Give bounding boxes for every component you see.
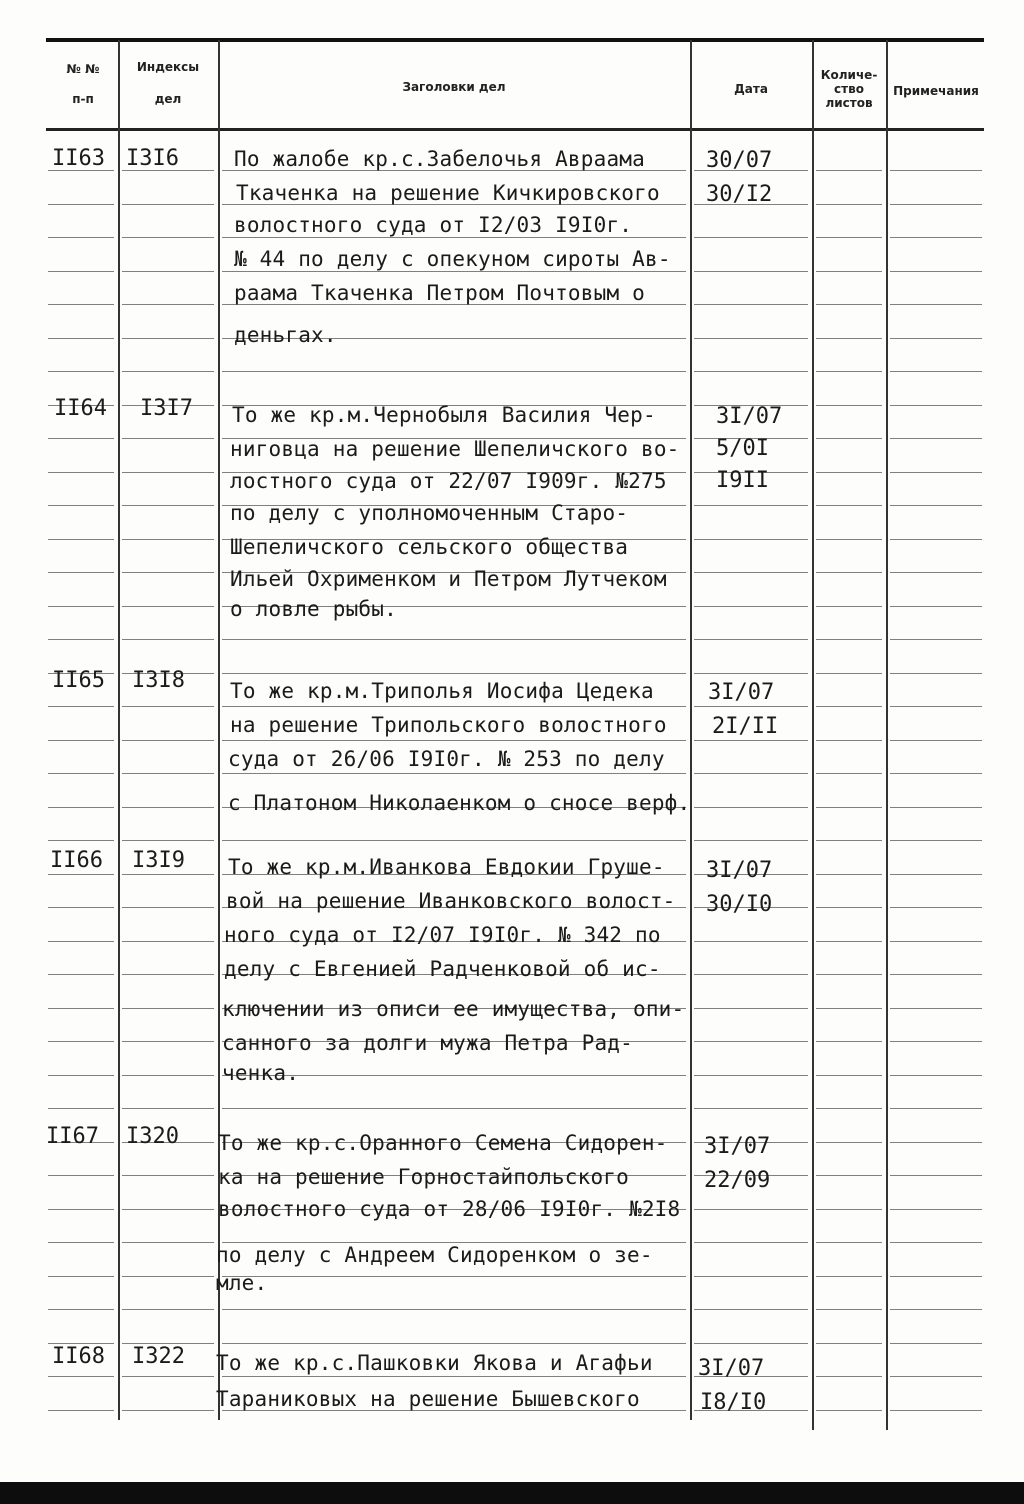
ruled-line xyxy=(122,706,214,707)
ruled-line xyxy=(890,1008,982,1009)
header-sheets-line3: листов xyxy=(825,96,873,110)
row-date: 22/09 xyxy=(704,1168,771,1193)
header-rule xyxy=(46,128,984,131)
ruled-line xyxy=(816,1410,882,1411)
ruled-line xyxy=(890,572,982,573)
ruled-line xyxy=(122,371,214,372)
ruled-line xyxy=(48,371,114,372)
ruled-line xyxy=(48,1242,114,1243)
ruled-line xyxy=(816,606,882,607)
ruled-line xyxy=(222,706,686,707)
ruled-line xyxy=(890,1209,982,1210)
ruled-line xyxy=(816,941,882,942)
row-number: II66 xyxy=(50,848,103,873)
scan-edge-bar xyxy=(0,1482,1024,1504)
ruled-line xyxy=(122,539,214,540)
title-line: ка на решение Горностайпольского xyxy=(218,1165,629,1189)
title-line: Ткаченка на решение Кичкировского xyxy=(236,181,660,205)
ruled-line xyxy=(122,1309,214,1310)
header-index-line1: Индексы xyxy=(136,60,200,74)
ruled-line xyxy=(816,1008,882,1009)
title-line: лостного суда от 22/07 I909г. №275 xyxy=(230,469,667,493)
ruled-line xyxy=(122,1175,214,1176)
ruled-line xyxy=(694,237,808,238)
ruled-line xyxy=(122,438,214,439)
row-number: II65 xyxy=(52,668,105,693)
ruled-line xyxy=(48,606,114,607)
row-index: I3I9 xyxy=(132,848,185,873)
ruled-line xyxy=(122,907,214,908)
ruled-line xyxy=(122,1276,214,1277)
ruled-line xyxy=(222,673,686,674)
ruled-line xyxy=(890,907,982,908)
ruled-line xyxy=(890,874,982,875)
ruled-line xyxy=(122,1209,214,1210)
title-line: санного за долги мужа Петра Рад- xyxy=(222,1031,633,1055)
ruled-line xyxy=(816,907,882,908)
ruled-line xyxy=(122,606,214,607)
title-line: Тараниковых на решение Бышевского xyxy=(216,1387,640,1411)
ruled-line xyxy=(890,606,982,607)
title-line: ченка. xyxy=(222,1061,300,1085)
title-line: То же кр.м.Триполья Иосифа Цедека xyxy=(230,679,654,703)
header-sheets xyxy=(814,68,884,110)
ruled-line xyxy=(816,539,882,540)
row-date: 3I/07 xyxy=(698,1356,765,1381)
ruled-line xyxy=(694,639,808,640)
column-divider xyxy=(690,40,692,1420)
title-line: То же кр.с.Оранного Семена Сидорен- xyxy=(218,1131,668,1155)
title-line: мле. xyxy=(216,1271,268,1295)
header-num xyxy=(50,62,116,106)
ruled-line xyxy=(122,271,214,272)
ruled-line xyxy=(890,1309,982,1310)
header-notes xyxy=(888,84,984,98)
ruled-line xyxy=(222,1343,686,1344)
ruled-line xyxy=(816,505,882,506)
ruled-line xyxy=(816,204,882,205)
top-rule xyxy=(46,38,984,42)
ruled-line xyxy=(48,974,114,975)
ruled-line xyxy=(890,371,982,372)
ruled-line xyxy=(122,740,214,741)
ruled-line xyxy=(48,1175,114,1176)
ruled-line xyxy=(694,1041,808,1042)
title-line: раама Ткаченка Петром Почтовым о xyxy=(234,281,645,305)
ruled-line xyxy=(48,539,114,540)
ruled-line xyxy=(122,639,214,640)
ruled-line xyxy=(694,505,808,506)
ruled-line xyxy=(222,773,686,774)
ruled-line xyxy=(694,606,808,607)
row-date: 3I/07 xyxy=(704,1134,771,1159)
ruled-line xyxy=(816,1376,882,1377)
ruled-line xyxy=(48,338,114,339)
row-number: II63 xyxy=(52,146,105,171)
title-line: по делу с Андреем Сидоренком о зе- xyxy=(216,1243,653,1267)
header-index-line2: дел xyxy=(154,92,182,106)
row-date: 30/I2 xyxy=(706,182,773,207)
ruled-line xyxy=(890,1175,982,1176)
ruled-line xyxy=(890,1142,982,1143)
ruled-line xyxy=(890,639,982,640)
ruled-line xyxy=(122,773,214,774)
ruled-line xyxy=(890,1242,982,1243)
ruled-line xyxy=(122,505,214,506)
ruled-line xyxy=(48,941,114,942)
ruled-line xyxy=(890,1075,982,1076)
ruled-line xyxy=(694,974,808,975)
ruled-line xyxy=(816,1108,882,1109)
ruled-line xyxy=(816,1142,882,1143)
header-notes-text: Примечания xyxy=(893,84,979,98)
header-num-line1: № № xyxy=(66,62,100,76)
ruled-line xyxy=(222,1309,686,1310)
ruled-line xyxy=(694,706,808,707)
ruled-line xyxy=(694,673,808,674)
ruled-line xyxy=(122,472,214,473)
ruled-line xyxy=(816,1276,882,1277)
ruled-line xyxy=(816,271,882,272)
title-line: волостного суда от I2/03 I9I0г. xyxy=(234,213,633,237)
ruled-line xyxy=(816,338,882,339)
header-date-text: Дата xyxy=(734,82,768,96)
row-index: I3I7 xyxy=(140,396,193,421)
title-line: № 44 по делу с опекуном сироты Ав- xyxy=(234,247,671,271)
ruled-line xyxy=(816,472,882,473)
ruled-line xyxy=(694,1242,808,1243)
ruled-line xyxy=(694,1343,808,1344)
ruled-line xyxy=(48,874,114,875)
ruled-line xyxy=(48,237,114,238)
title-line: на решение Трипольского волостного xyxy=(230,713,667,737)
header-title xyxy=(220,80,688,94)
ruled-line xyxy=(890,505,982,506)
title-line: волостного суда от 28/06 I9I0г. №2I8 xyxy=(218,1197,681,1221)
ruled-line xyxy=(890,338,982,339)
ruled-line xyxy=(222,740,686,741)
ruled-line xyxy=(48,1376,114,1377)
ruled-line xyxy=(48,1008,114,1009)
ruled-line xyxy=(694,840,808,841)
ruled-line xyxy=(694,807,808,808)
ruled-line xyxy=(48,1041,114,1042)
ruled-line xyxy=(122,1376,214,1377)
ruled-line xyxy=(816,874,882,875)
title-line: с Платоном Николаенком о сносе верф. xyxy=(228,791,691,815)
ruled-line xyxy=(222,1376,686,1377)
ruled-line xyxy=(890,1041,982,1042)
ruled-line xyxy=(816,639,882,640)
header-num-line2: п-п xyxy=(72,92,94,106)
ruled-line xyxy=(694,304,808,305)
ruled-line xyxy=(890,941,982,942)
ruled-line xyxy=(816,170,882,171)
ruled-line xyxy=(222,639,686,640)
row-index: I3I6 xyxy=(126,146,179,171)
ruled-line xyxy=(122,338,214,339)
ruled-line xyxy=(48,706,114,707)
column-divider xyxy=(812,40,814,1430)
ruled-line xyxy=(122,304,214,305)
ruled-line xyxy=(890,204,982,205)
ruled-line xyxy=(890,1376,982,1377)
row-date: 5/0I xyxy=(716,436,769,461)
ruled-line xyxy=(694,338,808,339)
ruled-line xyxy=(122,941,214,942)
ruled-line xyxy=(222,1108,686,1109)
ruled-line xyxy=(890,304,982,305)
ruled-line xyxy=(122,204,214,205)
ruled-line xyxy=(816,572,882,573)
ruled-line xyxy=(694,1309,808,1310)
title-line: Шепеличского сельского общества xyxy=(230,535,629,559)
ruled-line xyxy=(816,1343,882,1344)
ruled-line xyxy=(48,773,114,774)
column-divider xyxy=(118,40,120,1420)
title-line: Ильей Охрименком и Петром Лутчеком xyxy=(230,567,667,591)
ruled-line xyxy=(122,1008,214,1009)
ruled-line xyxy=(816,673,882,674)
row-index: I320 xyxy=(126,1124,179,1149)
ruled-line xyxy=(48,807,114,808)
title-line: вой на решение Иванковского волост- xyxy=(226,889,676,913)
ruled-line xyxy=(48,1209,114,1210)
ruled-line xyxy=(222,1276,686,1277)
ruled-line xyxy=(890,740,982,741)
ruled-line xyxy=(122,237,214,238)
ruled-line xyxy=(122,807,214,808)
title-line: деньгах. xyxy=(234,323,337,347)
ruled-line xyxy=(816,807,882,808)
ruled-line xyxy=(890,773,982,774)
ruled-line xyxy=(694,572,808,573)
header-index xyxy=(120,60,216,106)
ruled-line xyxy=(122,1410,214,1411)
ruled-line xyxy=(222,840,686,841)
ruled-line xyxy=(122,874,214,875)
title-line: делу с Евгенией Радченковой об ис- xyxy=(224,957,661,981)
ruled-line xyxy=(694,1075,808,1076)
ruled-line xyxy=(694,1276,808,1277)
ruled-line xyxy=(890,673,982,674)
row-date: 30/07 xyxy=(706,148,773,173)
ruled-line xyxy=(694,271,808,272)
ruled-line xyxy=(694,371,808,372)
title-line: ного суда от I2/07 I9I0г. № 342 по xyxy=(224,923,661,947)
ruled-line xyxy=(122,840,214,841)
ruled-line xyxy=(122,1108,214,1109)
row-date: I9II xyxy=(716,468,769,493)
ruled-line xyxy=(48,505,114,506)
ruled-line xyxy=(122,1242,214,1243)
ruled-line xyxy=(890,1410,982,1411)
row-date: 3I/07 xyxy=(708,680,775,705)
ruled-line xyxy=(694,1008,808,1009)
ruled-line xyxy=(890,405,982,406)
ruled-line xyxy=(890,472,982,473)
ruled-line xyxy=(694,773,808,774)
ruled-line xyxy=(816,1209,882,1210)
ruled-line xyxy=(890,438,982,439)
ruled-line xyxy=(48,840,114,841)
ruled-line xyxy=(48,572,114,573)
title-line: По жалобе кр.с.Забелочья Авраама xyxy=(234,147,645,171)
row-index: I322 xyxy=(132,1344,185,1369)
ruled-line xyxy=(816,1309,882,1310)
ruled-line xyxy=(890,840,982,841)
ruled-line xyxy=(890,539,982,540)
ruled-line xyxy=(816,740,882,741)
ruled-line xyxy=(816,773,882,774)
ruled-line xyxy=(122,974,214,975)
header-title-text: Заголовки дел xyxy=(402,80,506,94)
ruled-line xyxy=(48,639,114,640)
ruled-line xyxy=(48,438,114,439)
ruled-line xyxy=(890,974,982,975)
ruled-line xyxy=(48,1410,114,1411)
ruled-line xyxy=(48,1276,114,1277)
row-index: I3I8 xyxy=(132,668,185,693)
header-sheets-line2: ство xyxy=(834,82,864,96)
row-date: I8/I0 xyxy=(700,1390,767,1415)
title-line: суда от 26/06 I9I0г. № 253 по делу xyxy=(228,747,665,771)
ruled-line xyxy=(48,740,114,741)
title-line: ключении из описи ее имущества, опи- xyxy=(222,997,685,1021)
ruled-line xyxy=(816,304,882,305)
ruled-line xyxy=(890,807,982,808)
ruled-line xyxy=(816,974,882,975)
row-number: II68 xyxy=(52,1344,105,1369)
ruled-line xyxy=(890,1343,982,1344)
row-date: 2I/II xyxy=(712,714,779,739)
ruled-line xyxy=(48,1309,114,1310)
row-date: 3I/07 xyxy=(706,858,773,883)
row-number: II67 xyxy=(46,1124,99,1149)
ruled-line xyxy=(816,438,882,439)
ruled-line xyxy=(48,304,114,305)
ruled-line xyxy=(890,1276,982,1277)
title-line: ниговца на решение Шепеличского во- xyxy=(230,437,680,461)
title-line: То же кр.м.Иванкова Евдокии Груше- xyxy=(228,855,665,879)
ruled-line xyxy=(122,1041,214,1042)
header-date xyxy=(692,82,810,96)
ruled-line xyxy=(694,539,808,540)
ruled-line xyxy=(816,1242,882,1243)
row-date: 3I/07 xyxy=(716,404,783,429)
ruled-line xyxy=(890,237,982,238)
ruled-line xyxy=(122,1075,214,1076)
ruled-line xyxy=(890,1108,982,1109)
row-number: II64 xyxy=(54,396,107,421)
ruled-line xyxy=(694,1209,808,1210)
ruled-line xyxy=(48,204,114,205)
title-line: То же кр.м.Чернобыля Василия Чер- xyxy=(232,403,656,427)
ruled-line xyxy=(816,1175,882,1176)
ruled-line xyxy=(816,405,882,406)
ruled-line xyxy=(222,371,686,372)
ruled-line xyxy=(816,237,882,238)
ruled-line xyxy=(48,1075,114,1076)
row-date: 30/I0 xyxy=(706,892,773,917)
ruled-line xyxy=(816,1075,882,1076)
ruled-line xyxy=(816,840,882,841)
title-line: о ловле рыбы. xyxy=(230,597,397,621)
header-sheets-line1: Количе- xyxy=(820,68,878,82)
ruled-line xyxy=(48,1108,114,1109)
ruled-line xyxy=(816,706,882,707)
ruled-line xyxy=(816,371,882,372)
ruled-line xyxy=(48,472,114,473)
ruled-line xyxy=(694,941,808,942)
ruled-line xyxy=(694,740,808,741)
title-line: по делу с уполномоченным Старо- xyxy=(230,501,629,525)
ruled-line xyxy=(122,572,214,573)
ruled-line xyxy=(48,271,114,272)
ruled-line xyxy=(694,1108,808,1109)
ruled-line xyxy=(48,907,114,908)
ruled-line xyxy=(816,1041,882,1042)
ruled-line xyxy=(890,170,982,171)
ruled-line xyxy=(890,706,982,707)
title-line: То же кр.с.Пашковки Якова и Агафьи xyxy=(216,1351,653,1375)
column-divider xyxy=(886,40,888,1430)
ruled-line xyxy=(890,271,982,272)
